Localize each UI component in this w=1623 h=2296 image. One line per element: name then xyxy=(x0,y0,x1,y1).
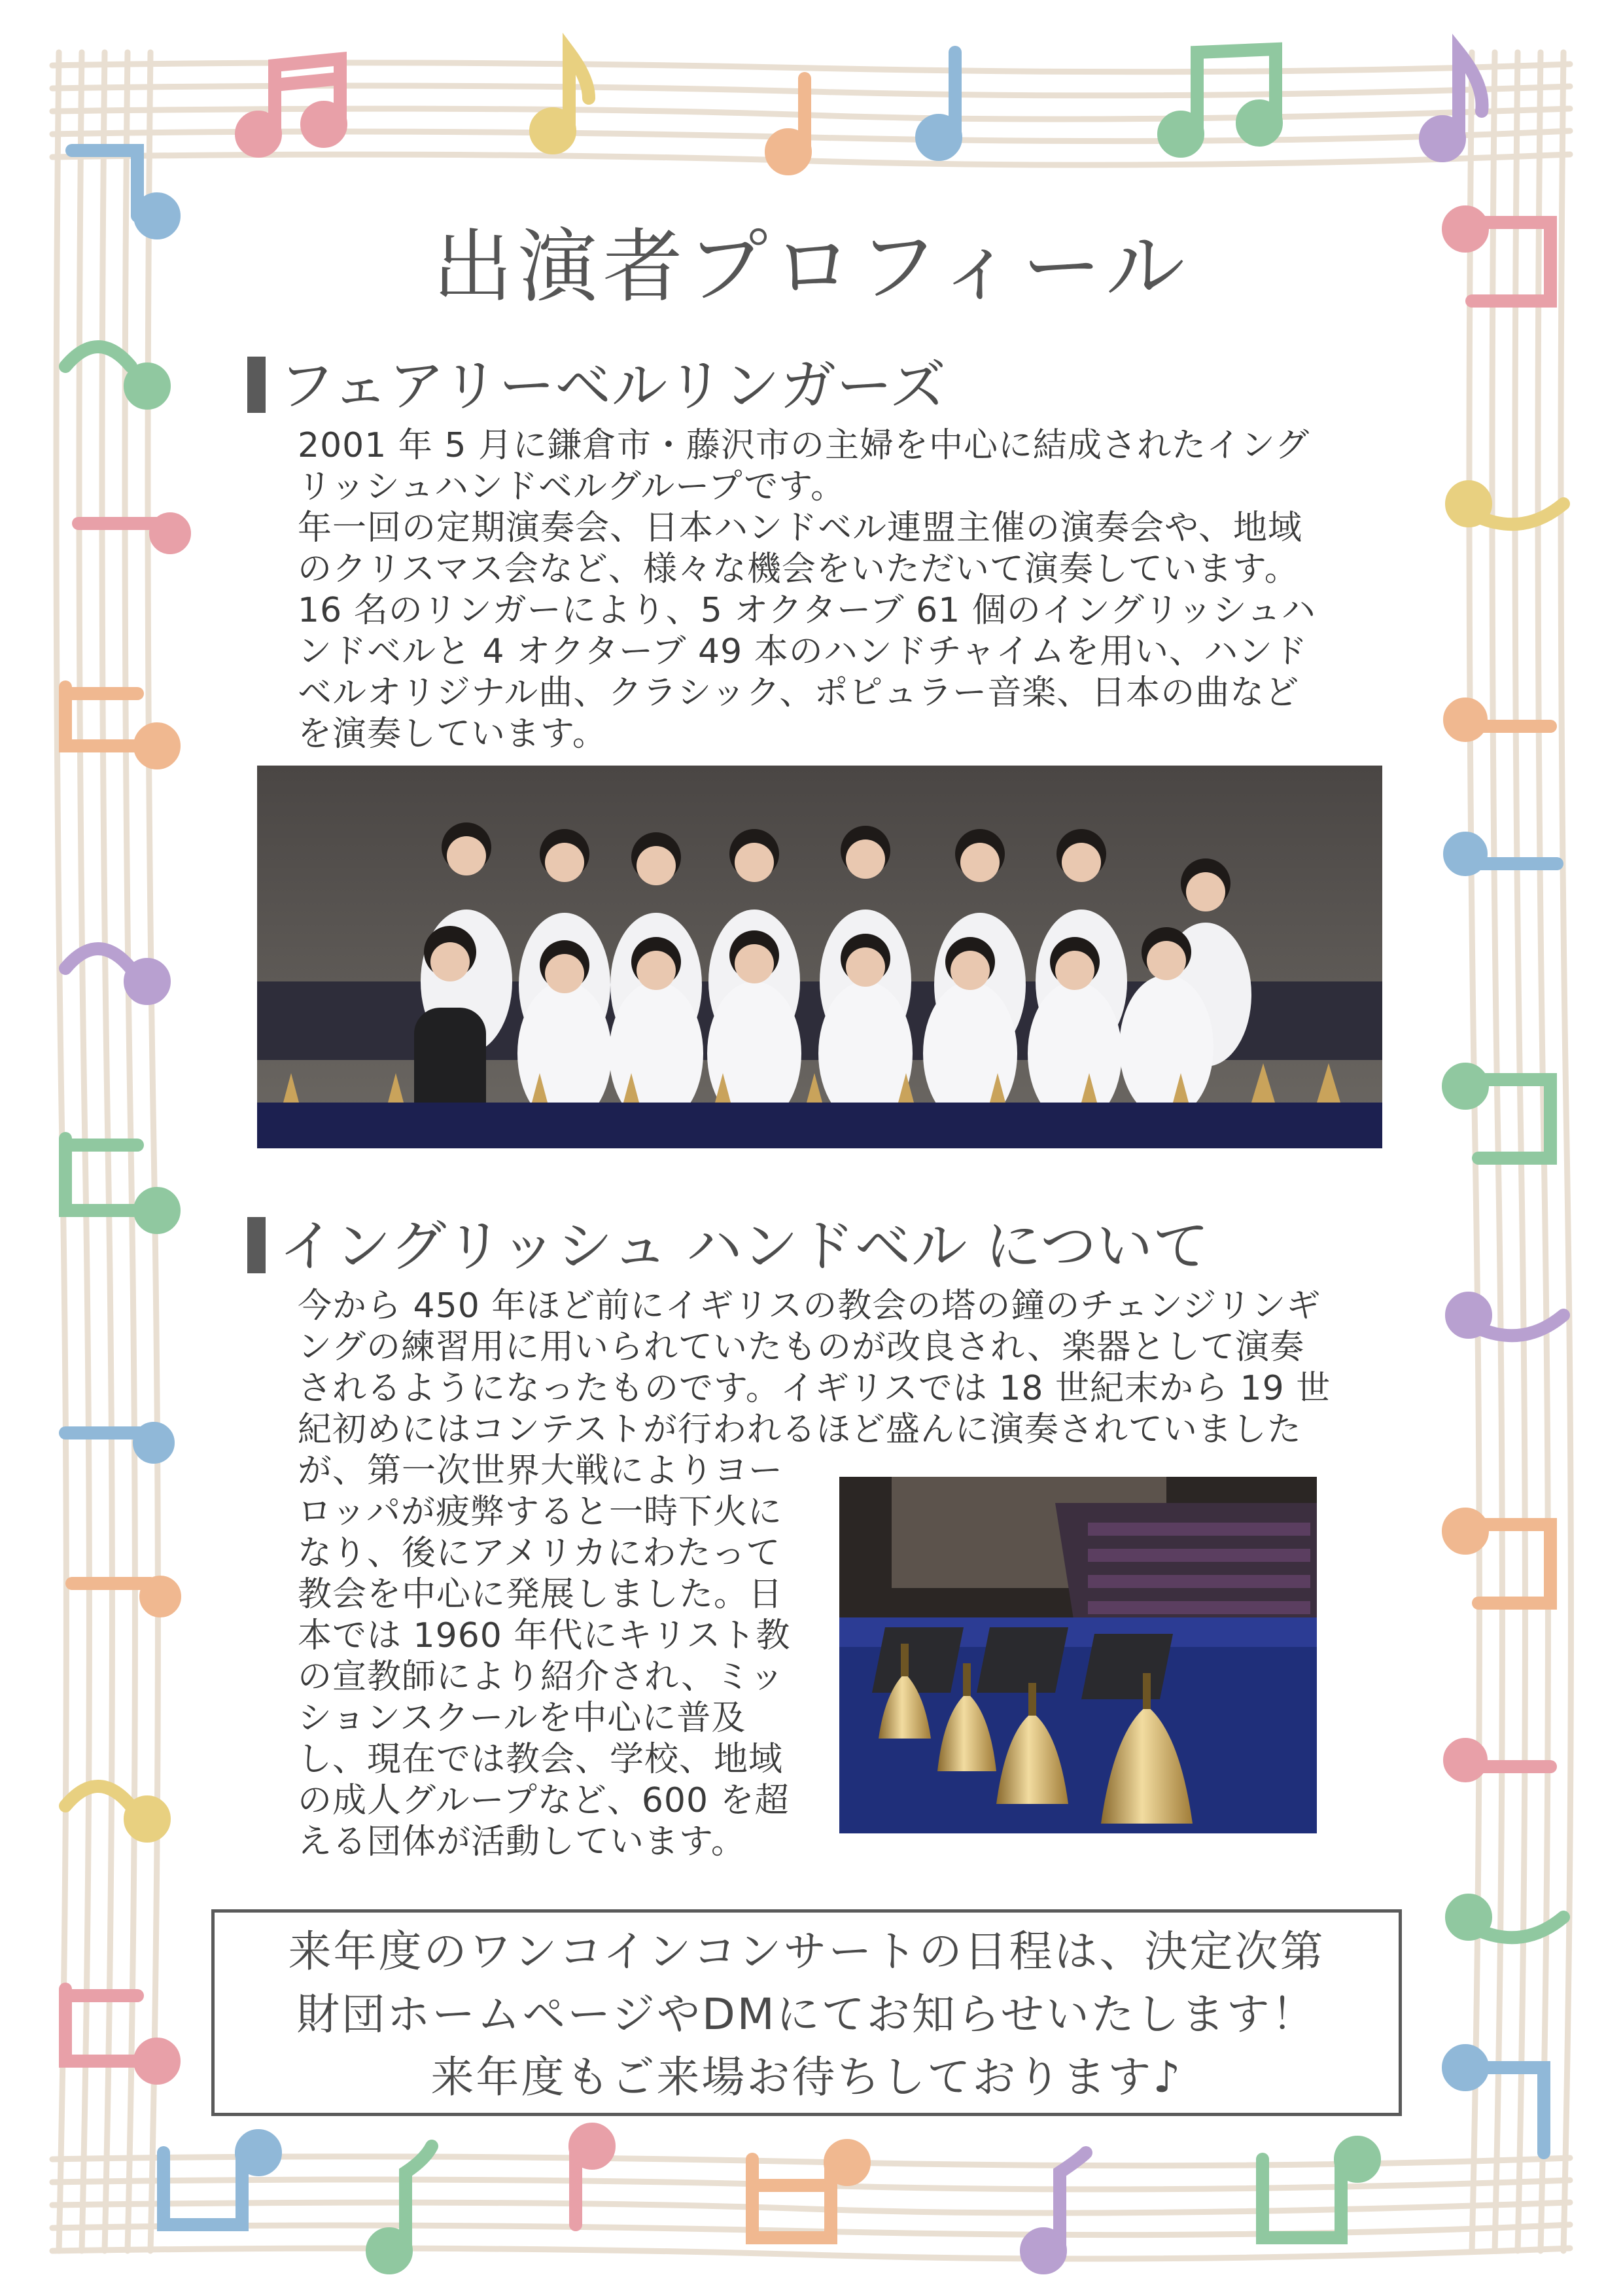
group-description: 2001 年 5 月に鎌倉市・藤沢市の主婦を中心に結成されたイング リッシュハンドベルグループです。 年一回の定期演奏会、日本ハンドベル連盟主催の演奏会や、地域 のクリスマス会など、様々な機会をいただいて演奏しています。 16 名のリンガーにより、5 オクターブ 61 個のイングリッシュハ ンドベルと 4 オクターブ 49 本のハンドチャイムを用い、ハンド ベルオリジナル曲、クラシック、ポピュラー音楽、日本の曲など を演奏しています。 xyxy=(298,426,1316,754)
handbell-description-wrap: が、第一次世界大戦によりヨー ロッパが疲弊すると一時下火に なり、後にアメリカにわたって 教会を中心に発展しました。日 本では 1960 年代にキリスト教 の宣教師により紹介され、ミッ ションスクールを中心に普及 し、現在では教会、学校、地域 の成人グループなど、600 を超 える団体が活動しています。 xyxy=(298,1451,791,1862)
notice-line-1: 来年度のワンコインコンサートの日程は、決定次第 xyxy=(288,1926,1325,1977)
section-heading-group-text: フェアリーベルリンガーズ xyxy=(279,353,946,419)
section-heading-group xyxy=(247,350,946,422)
heading-marker xyxy=(247,1217,266,1273)
handbells-photo xyxy=(839,1477,1317,1833)
handbell-description-full: 今から 450 年ほど前にイギリスの教会の塔の鐘のチェンジリンギ ングの練習用に用いられていたものが改良され、楽器として演奏 されるようになったものです。イギリスでは 18 世紀末から 19 世 紀初めにはコンテストが行われるほど盛んに演奏されていました xyxy=(298,1286,1331,1449)
page-title: 出演者プロフィール xyxy=(432,221,1191,313)
notice-box xyxy=(211,1909,1402,2116)
notice-line-3: 来年度もご来場お待ちしております♪ xyxy=(430,2052,1183,2102)
heading-marker xyxy=(247,357,266,413)
group-photo xyxy=(257,766,1382,1148)
section-heading-handbell xyxy=(247,1210,1209,1282)
section-heading-handbell-text: イングリッシュ ハンドベル について xyxy=(279,1214,1210,1279)
notice-line-2: 財団ホームページやDMにてお知らせいたします！ xyxy=(296,1989,1317,2040)
